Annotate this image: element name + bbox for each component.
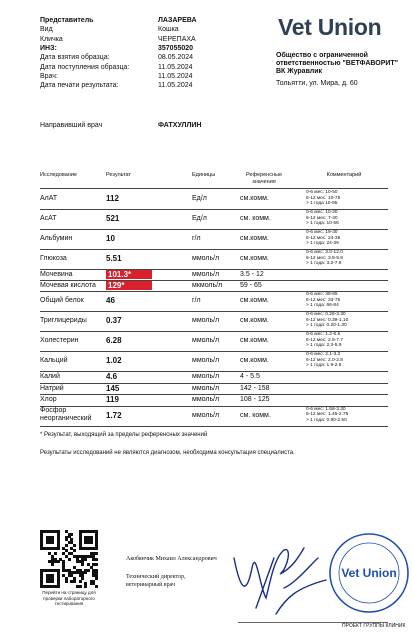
test-comment [306,407,386,424]
test-reference: 108 - 125 [240,396,270,403]
test-unit: Ед/л [192,215,207,222]
patient-field-value: 11.05.2024 [158,63,193,71]
comment-line: 0-6 мес: 19-30 [306,230,338,235]
test-unit: ммоль/л [192,373,220,380]
comment-line: 6-12 мес: 0.39-1.10 [306,317,349,323]
comment-line: 6-12 мес: 2.5-7.7 [306,337,343,343]
test-name: Натрий [40,384,64,392]
comment-line: 0-6 мес: 3.0-12.0 [306,250,343,255]
test-name: Хлор [40,396,57,403]
patient-field-label: Дата взятия образца: [40,54,110,62]
test-result: 46 [106,296,115,305]
qr-caption: Перейти на страницу для проверки лабораторного тестирования [42,590,96,606]
comment-line: 6-12 мес: 1.45-2.75 [306,412,349,418]
test-result: 5.51 [106,254,122,263]
table-row [40,189,388,210]
test-name: Кальций [40,357,68,364]
comment-line: 0-6 мес: 0.26-3.30 [306,312,346,317]
patient-field-value: 11.05.2024 [158,82,193,90]
test-reference: см.комм. [240,235,269,242]
comment-line: 0-6 мес: 2.1-3.3 [306,352,341,357]
test-comment [306,332,386,349]
test-name: Глюкоза [40,255,67,262]
comment-line: 6-12 мес: 24-38 [306,235,341,241]
test-comment [306,190,386,207]
test-unit: ммоль/л [192,255,220,262]
referring-doctor-label: Направивший врач [40,122,103,129]
comment-line: 6-12 мес: 2.0-2.8 [306,357,343,363]
patient-field-label: Вид [40,26,53,34]
test-reference: 3.5 - 12 [240,271,264,278]
comment-line: > 1 года: 2.3-5.9 [306,343,342,349]
test-reference: см.комм. [240,255,269,262]
org-line-2: ответственностью "ВЕТФАВОРИТ" [276,60,399,67]
patient-field-label: Дата поступления образца: [40,63,130,71]
col-result-header: Результат [106,172,132,178]
test-comment [306,210,386,227]
test-comment [306,312,386,329]
table-row [40,406,388,427]
test-reference: см. комм. [240,215,271,222]
test-name: Холестерин [40,337,79,344]
test-name: Калий [40,373,60,380]
test-name: Мочевина [40,271,73,278]
comment-line: 0-6 мес: 10-30 [306,210,338,215]
patient-field-label: Врач: [40,72,58,80]
table-row [40,351,388,372]
test-reference: см.комм. [240,317,269,324]
comment-line: > 1 года: 66-84 [306,303,339,309]
test-result: 1.72 [106,410,122,420]
signer-name: Акобянчик Михаил Александрович [126,556,217,562]
col-name-header: Исследование [40,172,77,178]
test-unit: ммоль/л [192,271,220,278]
comment-line: 0-6 мес: 1.58-3.30 [306,406,346,412]
test-unit: ммоль/л [192,384,220,392]
test-unit: мкмоль/л [192,282,223,289]
test-reference: 59 - 65 [240,282,262,289]
test-name: АлАТ [40,195,58,202]
test-unit: ммоль/л [192,357,220,364]
referring-doctor-value: ФАТХУЛЛИН [158,122,202,129]
test-reference: см. комм. [240,411,271,419]
comment-line: 0-6 мес: 1.2-6.5 [306,332,341,337]
test-comment [306,250,386,267]
org-line-1: Общество с ограниченной [276,52,368,59]
table-row [40,311,388,332]
test-name: Мочевая кислота [40,282,96,289]
test-unit: ммоль/л [192,396,220,403]
table-row [40,229,388,250]
comment-line: > 1 года 10-85 [306,201,338,207]
table-row [40,331,388,352]
test-result: 119 [106,395,119,404]
test-unit: ммоль/л [192,411,220,419]
table-row [40,209,388,230]
comment-line: > 1 года: 1.9-2.6 [306,363,342,369]
test-reference: 142 - 158 [240,384,270,392]
test-comment [306,230,386,247]
patient-field-value: ЛАЗАРЕВА [158,17,197,24]
test-name: Триглицериды [40,317,87,324]
test-name: Общий белок [40,297,84,304]
patient-field-value: 11.05.2024 [158,72,193,80]
patient-field-label: ИНЗ: [40,44,57,52]
col-comment-header: Комментарий [326,172,362,178]
comment-line: 6-12 мес: 10-75 [306,195,341,201]
page-footer: ПРОЕКТ ГРУППЫ КЛИНИК [342,623,406,629]
patient-field-label: Кличка [40,35,63,43]
clinic-stamp [326,532,412,614]
test-name: Альбумин [40,235,73,242]
comment-line: > 1 года: 24-39 [306,241,339,247]
test-result: 521 [106,214,120,223]
footnote: * Результат, выходящий за пределы референсных значений [40,432,208,438]
org-name [276,52,398,76]
comment-line: 6-12 мес: 3.8-9.8 [306,255,343,261]
stamp-text: Vet Union [341,566,397,580]
test-reference: 4 - 5.5 [240,373,260,380]
comment-line: > 1 года: 10-56 [306,221,339,227]
signer-title [126,574,186,589]
test-unit: ммоль/л [192,337,220,344]
signer-title-line-1: Технический директор, [126,574,186,580]
test-unit: ммоль/л [192,317,220,324]
patient-field-value: Кошка [158,26,179,34]
qr-code[interactable] [40,530,98,588]
org-address: Тольятти, ул. Мира, д. 60 [276,80,358,87]
test-comment [306,352,386,369]
patient-field-label: Дата печати результата: [40,82,119,90]
test-name: АсАТ [40,215,57,222]
test-result-flagged: 101.3* [106,270,152,279]
test-result: 6.28 [106,336,122,345]
patient-field-value: 08.05.2024 [158,54,194,62]
table-row [40,249,388,270]
test-result-flagged: 129* [106,281,152,290]
comment-line: > 1 года: 0.20-1.30 [306,323,347,329]
test-unit: Ед/л [192,195,207,202]
results-table-header [40,170,388,189]
test-comment [306,292,386,309]
patient-field-value: 357055020 [158,44,194,52]
vet-union-logo: Vet Union [278,14,382,40]
patient-field-value: ЧЕРЕПАХА [158,35,196,43]
test-result: 0.37 [106,316,122,325]
table-row [40,291,388,312]
org-line-3: ВК Журавлик [276,68,323,75]
comment-line: 0-6 мес: 38-65 [306,292,338,297]
comment-line: 6-12 мес: 7-40 [306,215,338,221]
col-unit-header: Единицы [192,172,216,178]
test-reference: см.комм. [240,297,269,304]
comment-line: 6-12 мес: 33-75 [306,297,341,303]
test-reference: см.комм. [240,195,269,202]
patient-field-label: Представитель [40,17,94,24]
test-result: 1.02 [106,356,122,365]
test-result: 145 [106,383,120,393]
test-result: 10 [106,234,115,243]
disclaimer: Результаты исследований не являются диагнозом, необходима консультация специалиста. [40,450,295,456]
test-unit: г/л [192,297,201,304]
test-result: 4.6 [106,372,118,381]
test-reference: см.комм. [240,337,269,344]
test-reference: см.комм. [240,357,269,364]
comment-line: 0-6 мес: 10-50 [306,190,338,195]
test-unit: г/л [192,235,201,242]
comment-line: > 1 года: 3.2-7.9 [306,261,342,267]
signer-title-line-2: ветеринарный врач [126,581,176,588]
comment-line: > 1 года: 0.90-2.50 [306,417,347,423]
test-result: 112 [106,194,119,203]
test-name: Фосфор неорганический [40,406,92,422]
col-ref-header: Референсные значения [245,172,283,185]
